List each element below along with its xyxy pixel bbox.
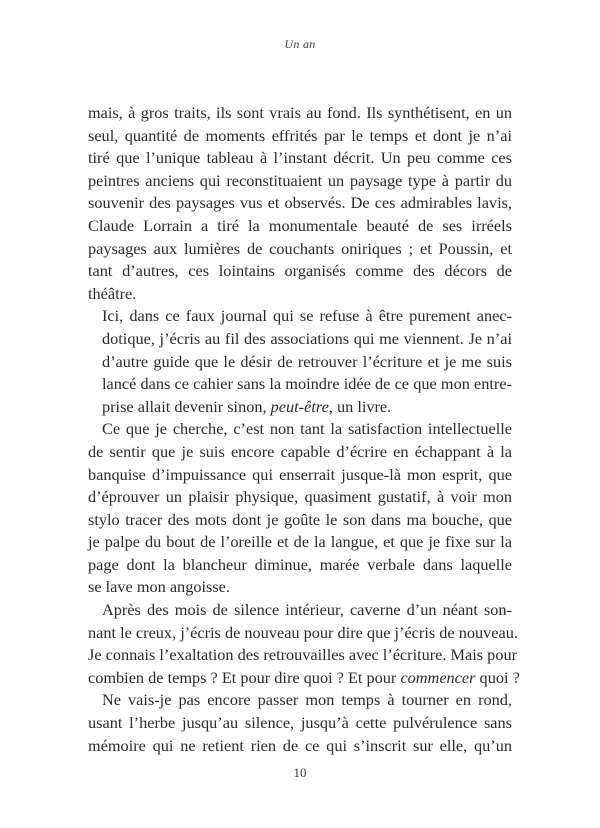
paragraph xyxy=(88,305,512,418)
text-line: se lave mon angoisse. xyxy=(88,577,230,597)
italic-text: commencer xyxy=(400,667,476,687)
text-line: Après des mois de silence intérieur, caverne d’un néant son- xyxy=(102,600,512,620)
text-line: de sentir que je suis encore capable d’écrire en échappant à la xyxy=(88,441,512,461)
text-line: Je connais l’exaltation des retrouvailles avec l’écriture. Mais pour xyxy=(88,645,518,665)
text-line: stylo tracer des mots dont je goûte le son dans ma bouche, que xyxy=(88,509,512,529)
paragraph xyxy=(88,418,512,599)
text-line: tiré que l’unique tableau à l’instant décrit. Un peu comme ces xyxy=(88,148,512,168)
body-text xyxy=(88,102,520,757)
text-line: souvenir des paysages vus et observés. De ces admirables lavis, xyxy=(88,193,512,213)
text-line: Ne vais-je pas encore passer mon temps à tourner en rond, xyxy=(102,690,512,710)
italic-text: peut-être xyxy=(270,396,329,416)
text-line: dotique, j’écris au fil des associations qui me viennent. Je n’ai xyxy=(102,328,512,348)
text-line: d’éprouver un plaisir physique, quasiment gustatif, à voir mon xyxy=(88,487,512,507)
page-number: 10 xyxy=(293,765,307,780)
text-run: prise allait devenir sinon, xyxy=(102,396,271,416)
paragraph xyxy=(88,689,512,757)
text-line: usant l’herbe jusqu’au silence, jusqu’à cette pulvérulence sans xyxy=(88,713,512,733)
paragraph xyxy=(88,102,512,305)
text-line: paysages aux lumières de couchants oniriques ; et Poussin, et xyxy=(88,238,512,258)
text-line: je palpe du bout de l’oreille et de la langue, et que je fixe sur la xyxy=(88,532,512,552)
text-run: , un livre. xyxy=(328,396,392,416)
text-line xyxy=(88,667,520,690)
running-title: Un an xyxy=(284,37,316,51)
text-line: banquise d’impuissance qui enserrait jusque-là mon esprit, que xyxy=(88,464,512,484)
text-run: quoi ? xyxy=(475,667,520,687)
text-line: Claude Lorrain a tiré la monumentale beauté de ses irréels xyxy=(88,215,512,235)
text-line: théâtre. xyxy=(88,283,137,303)
text-line: lancé dans ce cahier sans la moindre idée de ce que mon entre- xyxy=(102,374,512,394)
text-line: page dont la blancheur diminue, marée verbale dans laquelle xyxy=(88,554,512,574)
text-line: tant d’autres, ces lointains organisés comme des décors de xyxy=(88,261,512,281)
text-line xyxy=(88,396,512,419)
text-line: mémoire qui ne retient rien de ce qui s’inscrit sur elle, qu’un xyxy=(88,735,512,755)
text-run: combien de temps ? Et pour dire quoi ? Et pour xyxy=(88,667,401,687)
text-line: Ce que je cherche, c’est non tant la satisfaction intellectuelle xyxy=(102,419,512,439)
text-line: mais, à gros traits, ils sont vrais au fond. Ils synthétisent, en un xyxy=(88,103,512,122)
paragraph xyxy=(88,599,520,689)
text-line: seul, quantité de moments effrités par le temps et dont je n’ai xyxy=(88,125,512,145)
text-line: nant le creux, j’écris de nouveau pour dire que j’écris de nouveau. xyxy=(88,622,518,642)
text-line: peintres anciens qui reconstituaient un paysage type à partir du xyxy=(88,170,512,190)
text-line: d’autre guide que le désir de retrouver l’écriture et je me suis xyxy=(102,351,512,371)
text-line: Ici, dans ce faux journal qui se refuse à être purement anec- xyxy=(102,306,512,326)
